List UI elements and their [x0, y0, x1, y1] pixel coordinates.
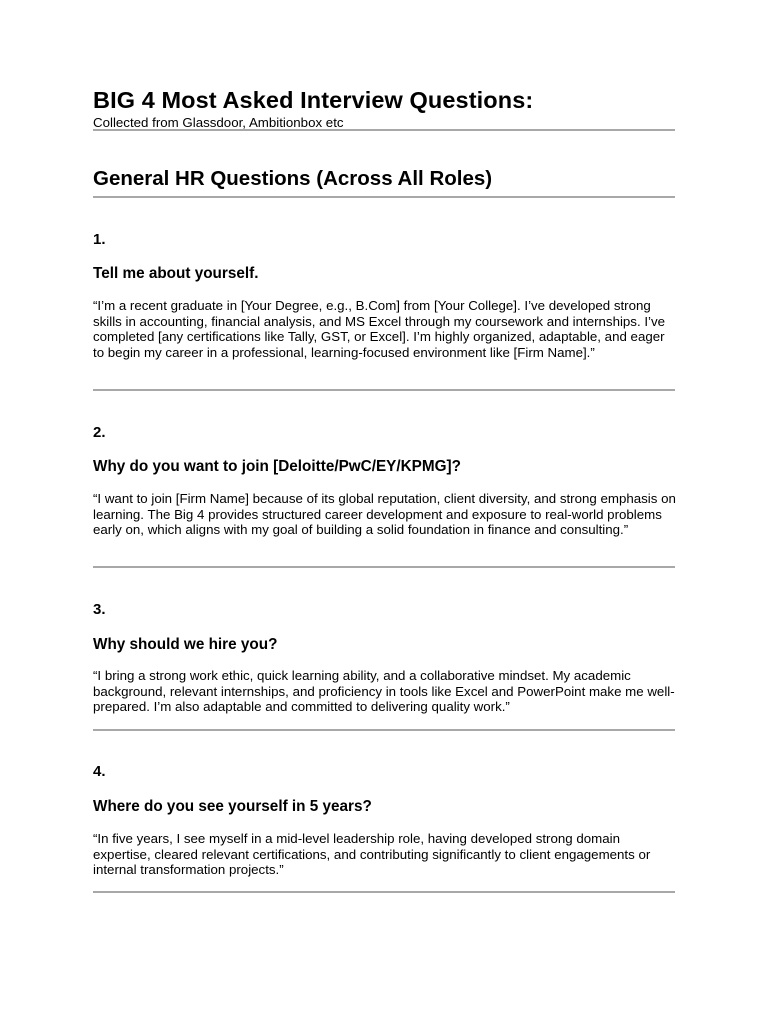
- question-title: Why should we hire you?: [93, 636, 278, 653]
- question-title: Where do you see yourself in 5 years?: [93, 798, 372, 815]
- question-title: Tell me about yourself.: [93, 265, 259, 282]
- question-divider: [93, 729, 675, 731]
- question-divider: [93, 389, 675, 391]
- section-heading: General HR Questions (Across All Roles): [93, 167, 493, 190]
- question-number: 2.: [93, 424, 106, 441]
- question-divider: [93, 566, 675, 568]
- question-title: Why do you want to join [Deloitte/PwC/EY/KPMG]?: [93, 458, 461, 475]
- question-answer: “I want to join [Firm Name] because of its global reputation, client diversity, and strong emphasis on learning. The Big 4 provides structured career development and exposure to real-world problems early on, which aligns with my goal of building a solid foundation in finance and consulting.”: [93, 491, 676, 537]
- question-number: 1.: [93, 231, 106, 248]
- question-answer: “I’m a recent graduate in [Your Degree, e.g., B.Com] from [Your College]. I’ve developed strong skills in accounting, financial analysis, and MS Excel through my coursework and internships. I’ve completed [any certifications like Tally, GST, or Excel]. I’m highly organized, adaptable, and eager to begin my career in a professional, learning-focused environment like [Firm Name].”: [93, 298, 666, 360]
- question-divider: [93, 891, 675, 893]
- section-divider: [93, 196, 675, 198]
- question-number: 3.: [93, 601, 106, 618]
- question-answer: “In five years, I see myself in a mid-level leadership role, having developed strong domain expertise, cleared relevant certifications, and contributing significantly to client engagements or internal transformation projects.”: [93, 831, 651, 877]
- question-number: 4.: [93, 763, 106, 780]
- question-answer: “I bring a strong work ethic, quick learning ability, and a collaborative mindset. My academic background, relevant internships, and proficiency in tools like Excel and PowerPoint make me well-prepared. I’m also adaptable and committed to delivering quality work.”: [93, 668, 675, 714]
- document-title: BIG 4 Most Asked Interview Questions:: [93, 87, 534, 113]
- document-subtitle: Collected from Glassdoor, Ambitionbox etc: [93, 115, 344, 130]
- title-divider: [93, 129, 675, 131]
